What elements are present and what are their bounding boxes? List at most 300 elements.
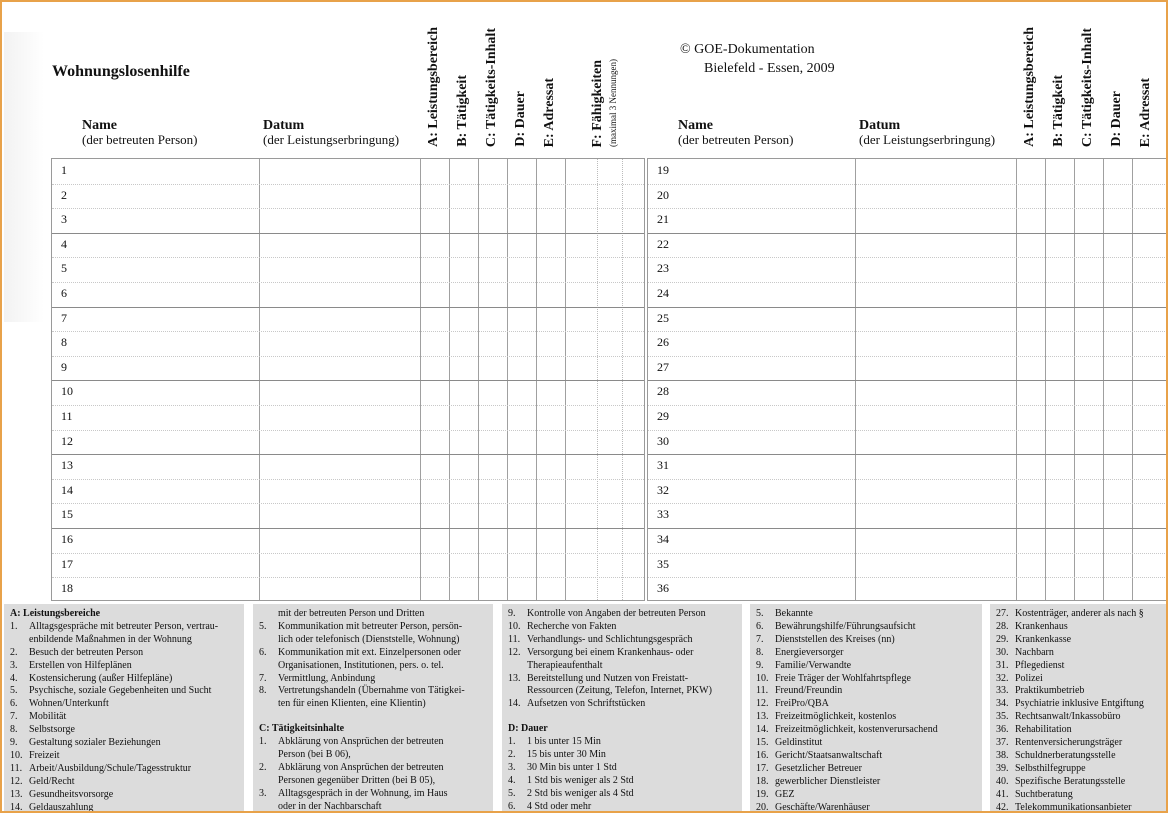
legend-item-number: 2. [259, 761, 267, 773]
copyright-block [680, 40, 835, 78]
row-number: 36 [657, 581, 669, 596]
legend-item-number: 7. [10, 711, 18, 723]
legend-item [508, 749, 738, 762]
col-header-d-right: D: Dauer [1109, 91, 1124, 147]
legend-item-text: Rehabilitation [1015, 724, 1072, 736]
legend-item [756, 711, 978, 724]
row-number: 7 [61, 310, 67, 325]
legend-item [10, 698, 240, 711]
legend-item-text: Freizeit [29, 749, 60, 761]
legend-item [508, 762, 738, 775]
legend-item-text: Polizei [1015, 672, 1043, 684]
row-number: 19 [657, 163, 669, 177]
grid-row-line [648, 356, 1168, 357]
legend-item [996, 724, 1166, 737]
grid-row-line [648, 331, 1168, 332]
legend-item-text: 30 Min bis unter 1 Std [527, 761, 617, 773]
row-number: 10 [61, 384, 73, 399]
legend-item-number: 29. [996, 633, 1009, 645]
legend-item-text: oder in der Nachbarschaft [278, 800, 382, 812]
legend-item [756, 750, 978, 763]
legend-item [996, 673, 1166, 686]
legend-item-number: 2. [10, 646, 18, 658]
legend-item [259, 673, 489, 686]
grid-row-line [648, 282, 1168, 283]
col-header-f-sub: (maximal 3 Nennungen) [608, 59, 618, 147]
legend-item-text: Kostenträger, anderer als nach § [1015, 608, 1144, 619]
legend-item-text: 2 Std bis weniger als 4 Std [527, 787, 634, 799]
legend-item-text: 1 Std bis weniger als 2 Std [527, 774, 634, 786]
legend-item-text: Praktikumbetrieb [1015, 685, 1085, 697]
legend-item-number: 13. [10, 788, 23, 800]
legend-item-number: 11. [508, 633, 521, 645]
legend-item [508, 698, 738, 711]
row-number: 30 [657, 433, 669, 448]
grid-row-line [52, 257, 644, 258]
grid-row-line [648, 454, 1168, 455]
legend-item-number: 42. [996, 801, 1009, 813]
legend-item-number: 8. [756, 646, 764, 658]
legend-item-text: Krankenkasse [1015, 633, 1072, 645]
legend-item [508, 608, 738, 621]
col-header-f-label: F: Fähigkeiten [590, 59, 605, 147]
legend-item [508, 660, 738, 673]
grid-row-line [648, 553, 1168, 554]
legend-item-number: 6. [10, 698, 18, 710]
legend-item [259, 660, 489, 673]
legend-item-text: Bereitstellung und Nutzen von Freistatt- [527, 672, 689, 684]
copyright-line-1: © GOE-Dokumentation [680, 42, 815, 57]
row-number: 31 [657, 458, 669, 473]
legend-item [10, 763, 240, 776]
legend-item-number: 1. [10, 620, 18, 632]
legend-item [259, 762, 489, 775]
legend-item [10, 673, 240, 686]
legend-item [996, 698, 1166, 711]
legend-item-number: 16. [756, 749, 769, 761]
legend-item-number [259, 749, 278, 762]
form-title: Wohnungslosenhilfe [52, 63, 190, 80]
legend-item-number: 5. [508, 787, 516, 799]
legend-item-number: 36. [996, 724, 1009, 736]
legend-item [10, 789, 240, 802]
legend-item-number [259, 698, 278, 711]
legend-item [259, 801, 489, 813]
legend-item [996, 608, 1166, 621]
legend-item-text: Therapieaufenthalt [527, 659, 603, 671]
legend-item-text: Rechtsanwalt/Inkassobüro [1015, 711, 1121, 723]
legend-item-text: 1 bis unter 15 Min [527, 736, 601, 748]
legend-item-text: Vermittlung, Anbindung [278, 672, 376, 684]
legend-item-text: Erstellen von Hilfeplänen [29, 659, 132, 671]
legend-item-number: 30. [996, 646, 1009, 658]
legend-item [996, 660, 1166, 673]
legend-item [756, 660, 978, 673]
legend-item [996, 802, 1166, 813]
legend-item-number: 11. [756, 685, 769, 697]
legend-item [259, 685, 489, 698]
legend-item-text: Bewährungshilfe/Führungsaufsicht [775, 620, 916, 632]
legend-item-number: 32. [996, 672, 1009, 684]
legend-item-number: 37. [996, 737, 1009, 749]
grid-row-line [52, 454, 644, 455]
legend-item [10, 711, 240, 724]
legend-item-number: 2. [508, 749, 516, 761]
legend-item [996, 789, 1166, 802]
grid-row-line [52, 528, 644, 529]
legend-item-number: 20. [756, 801, 769, 813]
name-sublabel: (der betreuten Person) [678, 132, 794, 147]
legend-item-text: Geldinstitut [775, 737, 823, 749]
legend-item [756, 647, 978, 660]
grid-row-line [648, 503, 1168, 504]
col-header-d: D: Dauer [513, 91, 528, 147]
grid-row-line [648, 257, 1168, 258]
legend-item [996, 685, 1166, 698]
legend-item-number [508, 660, 527, 673]
legend-item-text: Suchtberatung [1015, 788, 1073, 800]
name-header-left [82, 118, 198, 147]
legend-item-text: FreiPro/QBA [775, 698, 829, 710]
legend-item [756, 802, 978, 813]
legend-item-number: 41. [996, 788, 1009, 800]
legend-item-number [259, 660, 278, 673]
row-number: 24 [657, 286, 669, 300]
legend-item-text: Telekommunikationsanbieter [1015, 801, 1132, 813]
legend-item [756, 673, 978, 686]
grid-row-line [52, 479, 644, 480]
row-number: 33 [657, 507, 669, 522]
legend-item-number: 18. [756, 775, 769, 787]
legend-item-text: Abklärung von Ansprüchen der betreuten [278, 736, 444, 748]
legend-item-text: GEZ [775, 788, 795, 800]
legend-item-text: Spezifische Beratungsstelle [1015, 775, 1126, 787]
grid-row-line [648, 577, 1168, 578]
grid-row-line [52, 503, 644, 504]
legend-item-number: 33. [996, 685, 1009, 697]
legend-item-text: Kostensicherung (außer Hilfepläne) [29, 672, 173, 684]
legend-item-text: enbildende Maßnahmen in der Wohnung [29, 633, 192, 645]
legend-item-number [259, 608, 278, 621]
grid-row-line [648, 184, 1168, 185]
legend-item-text: Familie/Verwandte [775, 659, 852, 671]
legend-item [508, 801, 738, 813]
grid-row-line [52, 553, 644, 554]
legend-item [10, 621, 240, 634]
legend-item-number: 7. [259, 672, 267, 684]
legend-item-text: Psychische, soziale Gegebenheiten und Sucht [29, 685, 212, 697]
legend-item-text: Freizeitmöglichkeit, kostenverursachend [775, 724, 938, 736]
row-number: 8 [61, 335, 67, 350]
legend-item [508, 775, 738, 788]
col-header-b: B: Tätigkeit [455, 75, 470, 147]
legend-item-number: 3. [259, 787, 267, 799]
name-label: Name [82, 118, 117, 133]
grid-row-line [52, 356, 644, 357]
legend-item-text: Organisationen, Institutionen, pers. o. tel. [278, 659, 444, 671]
legend-item-text: Geschäfte/Warenhäuser [775, 801, 870, 813]
legend-item-number: 1. [259, 736, 267, 748]
legend-item-text: Mobilität [29, 711, 67, 723]
legend-c-title: C: Tätigkeitsinhalte [259, 723, 345, 735]
legend-item-number: 38. [996, 749, 1009, 761]
legend-item-number: 14. [756, 724, 769, 736]
entry-grid-right [647, 158, 1168, 601]
legend-item-number: 5. [756, 608, 764, 619]
row-number: 35 [657, 556, 669, 571]
legend-item-text: Geldauszahlung [29, 801, 94, 813]
legend-item-number: 8. [10, 724, 18, 736]
grid-row-line [648, 233, 1168, 234]
row-number: 15 [61, 507, 73, 522]
legend-item-text: Schuldnerberatungsstelle [1015, 749, 1116, 761]
legend-item [756, 621, 978, 634]
legend-item-number: 10. [508, 620, 521, 632]
datum-label: Datum [859, 118, 901, 133]
legend-panel-b-c [253, 604, 493, 813]
legend-item [259, 749, 489, 762]
legend-item-number: 31. [996, 659, 1009, 671]
legend-panel-e [750, 604, 982, 813]
legend-item [259, 621, 489, 634]
legend-item-number: 12. [508, 646, 521, 658]
legend-item-number: 19. [756, 788, 769, 800]
row-number: 32 [657, 482, 669, 497]
legend-item-number [259, 801, 278, 813]
legend-item-text: Geld/Recht [29, 775, 75, 787]
row-number: 11 [61, 409, 73, 423]
legend-panel-a [4, 604, 244, 813]
col-header-c: C: Tätigkeits-Inhalt [484, 27, 499, 147]
row-number: 3 [61, 212, 67, 227]
row-number: 14 [61, 482, 73, 497]
grid-row-line [648, 380, 1168, 381]
legend-item [996, 763, 1166, 776]
grid-row-line [648, 528, 1168, 529]
legend-item-text: Gericht/Staatsanwaltschaft [775, 749, 883, 761]
datum-label: Datum [263, 118, 305, 133]
legend-item [996, 711, 1166, 724]
legend-item-text: Energieversorger [775, 646, 844, 658]
row-number: 20 [657, 187, 669, 202]
legend-item-text: Kommunikation mit betreuter Person, persön- [278, 620, 463, 632]
entry-grid-left [51, 158, 645, 601]
legend-item-text: Verhandlungs- und Schlichtungsgespräch [527, 633, 693, 645]
legend-item-text: Besuch der betreuten Person [29, 646, 144, 658]
legend-panel-e2 [990, 604, 1168, 813]
legend-item-text: Kommunikation mit ext. Einzelpersonen oder [278, 646, 462, 658]
legend-item-text: Freizeitmöglichkeit, kostenlos [775, 711, 897, 723]
legend-item-number [508, 685, 527, 698]
legend-item-text: Dienststellen des Kreises (nn) [775, 633, 895, 645]
grid-row-line [648, 405, 1168, 406]
legend-item-number: 12. [756, 698, 769, 710]
legend-item [756, 737, 978, 750]
legend-item-number: 4. [10, 672, 18, 684]
legend-item [10, 724, 240, 737]
legend-item-number: 35. [996, 711, 1009, 723]
legend-item-number: 11. [10, 762, 23, 774]
legend-item-number [259, 775, 278, 788]
col-header-c-right: C: Tätigkeits-Inhalt [1080, 27, 1095, 147]
row-number: 18 [61, 581, 73, 596]
legend-item-number: 10. [756, 672, 769, 684]
legend-item-text: Gestaltung sozialer Beziehungen [29, 737, 161, 749]
grid-row-line [648, 479, 1168, 480]
name-sublabel: (der betreuten Person) [82, 132, 198, 147]
legend-item-text: Gesetzlicher Betreuer [775, 762, 862, 774]
legend-item-number: 6. [259, 646, 267, 658]
col-header-a-right: A: Leistungsbereich [1022, 27, 1037, 147]
legend-item-number: 9. [10, 737, 18, 749]
legend-item-text: Psychiatrie inklusive Entgiftung [1015, 698, 1144, 710]
legend-item-text: Ressourcen (Zeitung, Telefon, Internet, PKW) [527, 685, 712, 697]
legend-item [756, 634, 978, 647]
legend-item-number: 13. [756, 711, 769, 723]
legend-item-text: lich oder telefonisch (Dienststelle, Wohnung) [278, 633, 460, 645]
row-number: 26 [657, 335, 669, 350]
legend-item-text: Abklärung von Ansprüchen der betreuten [278, 761, 444, 773]
legend-item [996, 776, 1166, 789]
legend-item [756, 776, 978, 789]
legend-item-text: Pflegedienst [1015, 659, 1065, 671]
legend-item-text: Selbsthilfegruppe [1015, 762, 1086, 774]
legend-item-number: 3. [10, 659, 18, 671]
legend-item-text: mit der betreuten Person und Dritten [278, 608, 425, 619]
grid-row-line [52, 184, 644, 185]
legend-item-number [10, 634, 29, 647]
legend-item-number: 9. [756, 659, 764, 671]
legend-item [508, 647, 738, 660]
row-number: 22 [657, 236, 669, 251]
col-header-e-right: E: Adressat [1138, 77, 1153, 147]
legend-item-text: Alltagsgespräche mit betreuter Person, vertrau- [29, 620, 219, 632]
legend-item-text: 4 Std oder mehr [527, 800, 592, 812]
row-number: 6 [61, 286, 67, 300]
legend-item [10, 685, 240, 698]
legend-panel-c-d [502, 604, 742, 813]
legend-item [10, 634, 240, 647]
legend-item [996, 737, 1166, 750]
legend-item-text: Freie Träger der Wohlfahrtspflege [775, 672, 911, 684]
legend-item [756, 724, 978, 737]
legend-item [996, 750, 1166, 763]
legend-item-text: Versorgung bei einem Krankenhaus- oder [527, 646, 694, 658]
legend-item-number: 6. [508, 800, 516, 812]
legend-item-text: ten für einen Klienten, eine Klientin) [278, 698, 426, 710]
legend-item-text: Rentenversicherungsträger [1015, 737, 1123, 749]
row-number: 23 [657, 261, 669, 276]
row-number: 34 [657, 532, 669, 546]
datum-sublabel: (der Leistungserbringung) [263, 132, 400, 147]
legend-item [10, 737, 240, 750]
legend-item [10, 750, 240, 763]
legend-item [756, 763, 978, 776]
legend-item-text: Person (bei B 06), [278, 749, 351, 761]
legend-item-text: Aufsetzen von Schriftstücken [527, 698, 646, 710]
grid-row-line [52, 208, 644, 209]
legend-item-number: 10. [10, 749, 23, 761]
grid-row-line [52, 405, 644, 406]
legend-item [996, 647, 1166, 660]
legend-item [996, 634, 1166, 647]
legend-item-text: Gesundheitsvorsorge [29, 788, 114, 800]
legend-item-number: 15. [756, 737, 769, 749]
row-number: 1 [61, 163, 67, 177]
legend-item [996, 621, 1166, 634]
legend-item-number: 5. [10, 685, 18, 697]
row-number: 29 [657, 409, 669, 423]
row-number: 17 [61, 556, 73, 571]
row-number: 27 [657, 359, 669, 374]
legend-item [10, 802, 240, 813]
row-number: 25 [657, 310, 669, 325]
legend-item [508, 736, 738, 749]
legend-item-text: Bekannte [775, 608, 813, 619]
legend-item-number: 3. [508, 761, 516, 773]
legend-item-text: Personen gegenüber Dritten (bei B 05), [278, 774, 436, 786]
legend-item [756, 685, 978, 698]
legend-item [259, 788, 489, 801]
row-number: 2 [61, 187, 67, 202]
legend-item-number: 9. [508, 608, 516, 619]
grid-row-line [52, 307, 644, 308]
legend-item [508, 685, 738, 698]
legend-item [756, 608, 978, 621]
legend-item-number: 14. [508, 698, 521, 710]
legend-item-text: Vertretungshandeln (Übernahme von Tätigkei- [278, 685, 465, 697]
legend-item-number: 1. [508, 736, 516, 748]
legend-item-number: 34. [996, 698, 1009, 710]
legend-item [756, 698, 978, 711]
row-number: 21 [657, 212, 669, 227]
row-number: 4 [61, 236, 67, 251]
legend-item-number: 8. [259, 685, 267, 697]
grid-row-line [52, 331, 644, 332]
legend-item [259, 634, 489, 647]
legend-item-text: Recherche von Fakten [527, 620, 617, 632]
legend-item-number: 4. [508, 774, 516, 786]
grid-row-line [648, 208, 1168, 209]
col-header-e: E: Adressat [542, 77, 557, 147]
row-number: 16 [61, 532, 73, 546]
grid-row-line [52, 430, 644, 431]
legend-item-number [259, 634, 278, 647]
legend-item-text: Alltagsgespräch in der Wohnung, im Haus [278, 787, 448, 799]
legend-item-text: gewerblicher Dienstleister [775, 775, 881, 787]
grid-row-line [52, 282, 644, 283]
col-header-a: A: Leistungsbereich [426, 27, 441, 147]
legend-item-number: 28. [996, 620, 1009, 632]
grid-row-line [52, 577, 644, 578]
row-number: 12 [61, 433, 73, 448]
legend-a-title: A: Leistungsbereiche [10, 608, 101, 619]
col-header-f [590, 60, 606, 148]
datum-sublabel: (der Leistungserbringung) [859, 132, 996, 147]
grid-row-line [52, 380, 644, 381]
legend-item [508, 621, 738, 634]
page-edge-shadow [4, 32, 44, 322]
row-number: 9 [61, 359, 67, 374]
legend-item-number: 14. [10, 801, 23, 813]
legend-d-title: D: Dauer [508, 723, 548, 735]
legend-item-text: 15 bis unter 30 Min [527, 749, 606, 761]
legend-item [508, 673, 738, 686]
row-number: 5 [61, 261, 67, 276]
legend-item-number: 13. [508, 672, 521, 684]
legend-item [259, 736, 489, 749]
name-header-right [678, 118, 794, 147]
